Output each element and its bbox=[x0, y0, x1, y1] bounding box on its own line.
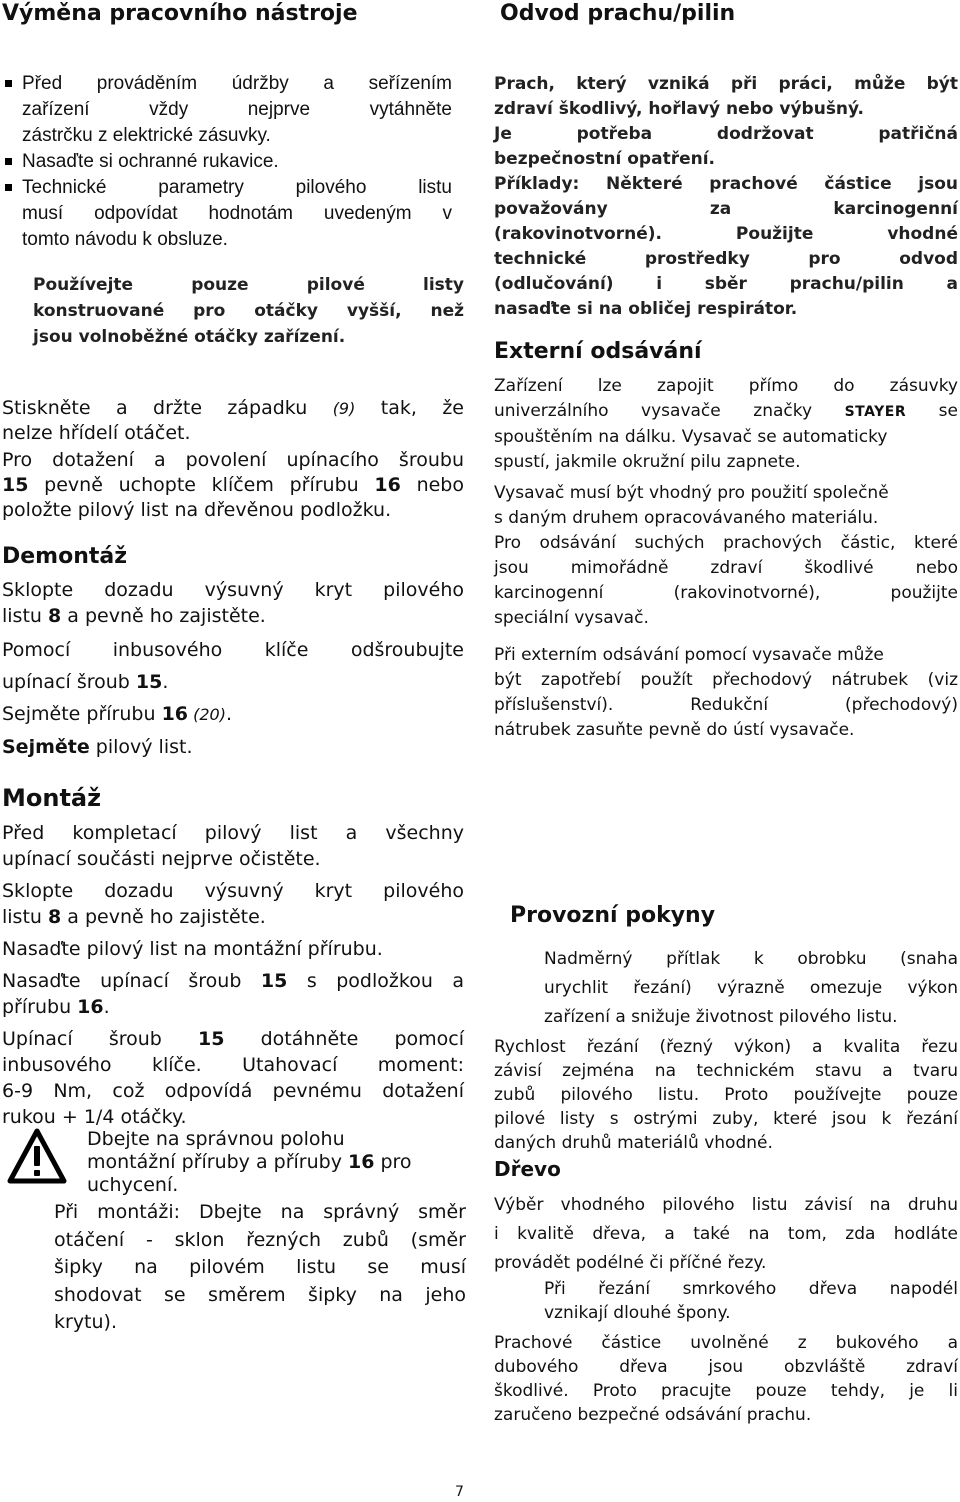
wood-blade-selection: Výběr vhodného pilového listu závisí na druhu i kvalitě dřeva, a také na tom, zda hodláte provádět podélné či příčné řezy. bbox=[494, 1195, 958, 1273]
spruce-note: Při řezání smrkového dřeva napodél vznikají dlouhé špony. bbox=[544, 1279, 958, 1323]
external-extraction-text: Zařízení lze zapojit přímo do zásuvky univerzálního vysavače značky STAYER se spouštěním na dálku. Vysavač se automaticky spustí, jakmile okružní pilu zapnete. Vysavač musí být vhodný pro použití společně s daným druhem opracovávaného materiálu. Pro odsávání suchých prachových částic, které jsou mimořádně zdraví škodlivé nebo karcinogenní (rakovinotvorné), použijte speciální vysavač. Při externím odsávání pomocí vysavače může být zapotřebí použít přechodový nátrubek (viz příslušenství). Redukční (přechodový) nátrubek zasuňte pevně do ústí vysavače. bbox=[494, 376, 958, 740]
blade-speed-note: Používejte pouze pilové listy konstruované pro otáčky vyšší, než jsou volnoběžné otáčky zařízení. bbox=[33, 275, 464, 347]
page-number: 7 bbox=[455, 1484, 464, 1500]
heading-operating-instructions: Provozní pokyny bbox=[510, 903, 716, 928]
dust-hazard-text: Prach, který vzniká při práci, může být zdraví škodlivý, hořlavý nebo výbušný. Je potřeba dodržovat patřičná bezpečnostní opatření. Příklady: Některé prachové částice jsou považovány za karcinogenní (rakovinotvorné). Použijte vhodné technické prostředky pro odvod (odlučování) i sběr prachu/pilin a nasaďte si na obličej respirátor. bbox=[494, 74, 958, 319]
warning-triangle-icon bbox=[6, 1127, 68, 1187]
heading-tool-change: Výměna pracovního nástroje bbox=[2, 1, 358, 26]
rotation-direction-note: Při montáži: Dbejte na správný směr otáčení - sklon řezných zubů (směr šipky na pilovém listu se musí shodovat se směrem šipky na jeho krytu). bbox=[54, 1201, 466, 1333]
flange-position-warning: Dbejte na správnou polohu montážní příruby a příruby 16 pro uchycení. bbox=[87, 1128, 412, 1196]
heading-external-extraction: Externí odsávání bbox=[494, 339, 702, 364]
hardwood-dust-note: Prachové částice uvolněné z bukového a dubového dřeva jsou obzvláště zdraví škodlivé. Proto pracujte pouze tehdy, je li zaručeno bezpečné odsávání prachu. bbox=[494, 1333, 958, 1425]
heading-demontaz: Demontáž bbox=[2, 544, 128, 569]
bullet-item: Nasaďte si ochranné rukavice. bbox=[2, 149, 464, 175]
heading-dust-extraction: Odvod prachu/pilin bbox=[500, 1, 736, 26]
heading-wood: Dřevo bbox=[494, 1157, 561, 1181]
spindle-lock-text: Stiskněte a držte západku (9) tak, že nelze hřídelí otáčet. bbox=[2, 397, 464, 444]
bullet-item: Technické parametry pilového listu musí odpovídat hodnotám uvedeným v tomto návodu k obsluze. bbox=[2, 175, 464, 253]
demontaz-steps: Sklopte dozadu výsuvný kryt pilového listu 8 a pevně ho zajistěte. Pomocí inbusového klíče odšroubujte upínací šroub 15. Sejměte přírubu 16 (20). Sejměte pilový list. bbox=[2, 579, 464, 758]
bullet-square-icon bbox=[5, 80, 12, 87]
tighten-text: Pro dotažení a povolení upínacího šroubu 15 pevně uchopte klíčem přírubu 16 nebo položte pilový list na dřevěnou podložku. bbox=[2, 449, 464, 521]
bullet-square-icon bbox=[5, 158, 12, 165]
bullet-item: Před prováděním údržby a seřízením zařízení vždy nejprve vytáhněte zástrčku z elektrické zásuvky. bbox=[2, 71, 464, 149]
feed-pressure-note: Nadměrný přítlak k obrobku (snaha urychlit řezání) výrazně omezuje výkon zařízení a snižuje životnost pilového listu. bbox=[544, 949, 958, 1027]
montaz-steps: Před kompletací pilový list a všechny upínací součásti nejprve očistěte. Sklopte dozadu výsuvný kryt pilového listu 8 a pevně ho zajistěte. Nasaďte pilový list na montážní přírubu. Nasaďte upínací šroub 15 s podložkou a přírubu 16. Upínací šroub 15 dotáhněte pomocí inbusového klíče. Utahovací moment: 6-9 Nm, což odpovídá pevnému dotažení rukou + 1/4 otáčky. bbox=[2, 822, 465, 1128]
cutting-speed-text: Rychlost řezání (řezný výkon) a kvalita řezu závisí zejména na technickém stavu a tvaru zubů pilového listu. Proto používejte pouze pilové listy s ostrými zuby, které jsou k řezání daných druhů materiálů vhodné. bbox=[494, 1037, 958, 1153]
stayer-brand: STAYER bbox=[844, 404, 907, 420]
safety-bullets bbox=[2, 71, 464, 253]
heading-montaz: Montáž bbox=[2, 784, 102, 812]
bullet-square-icon bbox=[5, 184, 12, 191]
